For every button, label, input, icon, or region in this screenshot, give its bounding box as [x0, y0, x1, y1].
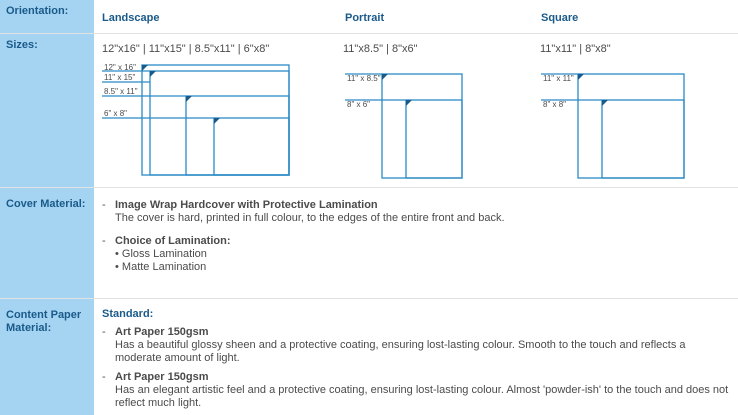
cover-material-row	[0, 188, 738, 299]
standard-heading: Standard:	[102, 308, 154, 320]
orientation-content	[102, 0, 738, 33]
portrait-diagram-label: 11" x 8.5"	[347, 74, 381, 83]
landscape-diagram-label: 11" x 15"	[104, 73, 136, 82]
landscape-heading: Landscape	[102, 12, 160, 24]
content-paper-content	[102, 299, 738, 415]
cover-material-label: Cover Material:	[0, 188, 94, 298]
cover-item-title: Choice of Lamination:	[115, 235, 231, 247]
paper-item: - Art Paper 150gsm Has an elegant artistic feel and a protective coating, ensuring lost-lasting colour. Almost 'powder-ish' to the touch and does not reflect much light.	[102, 371, 732, 410]
portrait-size-diagram	[345, 69, 465, 179]
paper-item-description: Has a beautiful glossy sheen and a protective coating, ensuring lost-lasting colour. Smooth to the touch and reflects a moderate amount of light.	[115, 339, 686, 364]
paper-item-title: Art Paper 150gsm	[115, 371, 209, 383]
portrait-rect-11x8-5	[382, 74, 462, 178]
lamination-option: • Gloss Lamination	[115, 248, 207, 260]
sizes-content	[102, 34, 738, 187]
square-diagram-label: 11" x 11"	[543, 74, 574, 83]
portrait-rect-8x6	[406, 100, 462, 178]
paper-item-description: Has an elegant artistic feel and a protective coating, ensuring lost-lasting colour. Almost 'powder-ish' to the touch and does not reflect much light.	[115, 384, 729, 409]
paper-item-title: Art Paper 150gsm	[115, 326, 209, 338]
landscape-diagram-label: 8.5" x 11"	[104, 87, 138, 96]
paper-item: - Art Paper 150gsm Has a beautiful glossy sheen and a protective coating, ensuring lost-lasting colour. Smooth to the touch and reflects a moderate amount of light.	[102, 326, 732, 365]
landscape-rect-11x15	[150, 71, 289, 175]
orientation-label: Orientation:	[0, 0, 94, 33]
portrait-heading: Portrait	[345, 12, 385, 24]
landscape-diagram-label: 12" x 16"	[104, 63, 136, 72]
cover-item-lamination: - Choice of Lamination: • Gloss Lamination • Matte Lamination	[102, 235, 231, 273]
square-rect-11x11	[578, 74, 684, 178]
landscape-sizes-list: 12"x16" | 11"x15" | 8.5"x11" | 6"x8"	[102, 43, 270, 55]
square-size-diagram	[541, 69, 691, 179]
cover-item-title: Image Wrap Hardcover with Protective Lamination	[115, 199, 378, 211]
orientation-row	[0, 0, 738, 34]
lamination-option: • Matte Lamination	[115, 261, 207, 273]
sizes-label: Sizes:	[0, 34, 94, 187]
sizes-row	[0, 34, 738, 188]
square-diagram-label: 8" x 8"	[543, 100, 567, 109]
content-paper-row	[0, 299, 738, 415]
landscape-diagram-label: 6" x 8"	[104, 109, 128, 118]
square-rect-8x8	[602, 100, 684, 178]
square-heading: Square	[541, 12, 579, 24]
landscape-size-diagram	[102, 61, 292, 177]
cover-item-hardcover: - Image Wrap Hardcover with Protective Lamination The cover is hard, printed in full colour, to the edges of the entire front and back.	[102, 199, 505, 224]
landscape-rect-8-5x11	[186, 96, 289, 175]
landscape-rect-6x8	[214, 118, 289, 175]
portrait-diagram-label: 8" x 6"	[347, 100, 371, 109]
portrait-sizes-list: 11"x8.5" | 8"x6"	[343, 43, 418, 55]
content-paper-label: Content Paper Material:	[0, 299, 94, 415]
cover-item-description: The cover is hard, printed in full colour, to the edges of the entire front and back.	[115, 212, 505, 224]
cover-material-content	[102, 188, 738, 298]
square-sizes-list: 11"x11" | 8"x8"	[540, 43, 611, 55]
